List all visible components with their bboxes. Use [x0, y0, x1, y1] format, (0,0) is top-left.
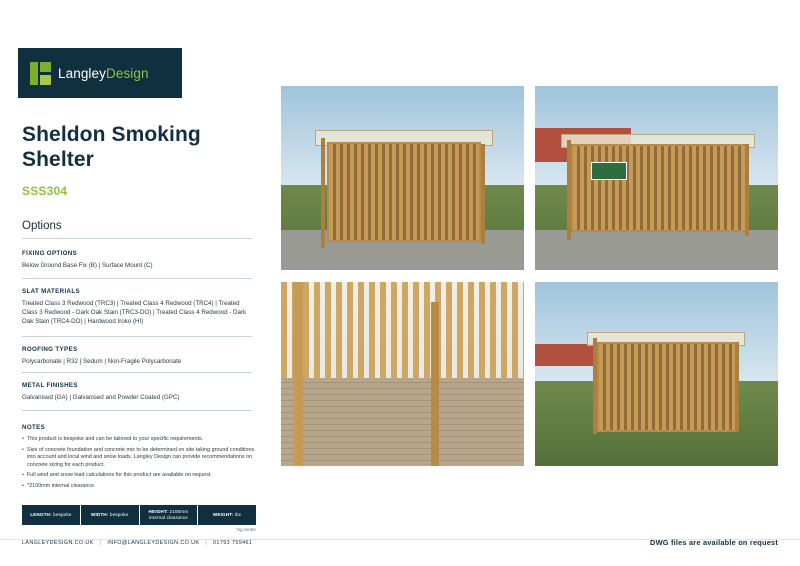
brand-name-part1: Langley — [58, 65, 106, 81]
product-code: SSS304 — [22, 184, 68, 198]
brand-name-part2: Design — [106, 65, 149, 81]
photo-shelter-grass — [535, 282, 778, 466]
spec-cell-length — [22, 505, 81, 525]
footer-separator-2: | — [205, 540, 208, 546]
spec-label-length: LENGTH: — [30, 512, 52, 517]
spec-cell-width — [81, 505, 140, 525]
option-label-roofing: ROOFING TYPES — [22, 346, 78, 353]
note-item: • Size of concrete foundation and concrete mix to be determined on site taking ground conditions into account and local wind and snow loads. Langley Design can provide recommendations on concrete sizing for each product. — [22, 447, 256, 470]
spec-value-width: bespoke — [109, 512, 129, 517]
option-group-roofing — [22, 346, 254, 366]
dwg-cta[interactable]: DWG files are available on request — [650, 538, 778, 547]
photo-shelter-front-left — [281, 86, 524, 270]
notes-block — [22, 424, 256, 494]
footer-separator-1: | — [99, 540, 102, 546]
spec-value-length: bespoke — [53, 512, 72, 517]
option-label-slat-materials: SLAT MATERIALS — [22, 288, 80, 295]
option-label-metal-finishes: METAL FINISHES — [22, 382, 78, 389]
product-photo-grid — [281, 86, 778, 490]
spec-label-height: HEIGHT: — [148, 509, 168, 514]
divider-slat-materials — [22, 336, 252, 337]
photo-roof-detail — [281, 282, 524, 466]
note-item: • This product is bespoke and can be tailored to your specific requirements. — [22, 436, 256, 444]
option-group-fixing — [22, 250, 254, 270]
footer-website[interactable]: LANGLEYDESIGN.CO.UK — [22, 540, 94, 546]
photo-shelter-with-sign — [535, 86, 778, 270]
option-label-fixing: FIXING OPTIONS — [22, 250, 78, 257]
footer-phone[interactable]: 01793 759461 — [213, 540, 253, 546]
spec-bar — [22, 505, 256, 525]
divider-metal-finishes — [22, 410, 252, 411]
option-value-slat-materials: Treated Class 3 Redwood (TRC3) | Treated Class 4 Redwood (TRC4) | Treated Class 3 Redwood - Dark Oak Stain (TRC3-DO) | Treated Class 4 Redwood - Dark Oak Stain (TRC4-DO) | Hardwood Iroko (HI) — [22, 300, 247, 325]
spec-cell-height — [140, 505, 199, 525]
note-item: • Full wind and snow load calculations for this product are available on request. — [22, 472, 256, 480]
left-info-column — [0, 0, 268, 566]
divider-options — [22, 238, 252, 239]
spec-label-weight: WEIGHT: — [212, 512, 234, 517]
langley-logo-mark-icon — [30, 62, 51, 85]
spec-cell-weight — [198, 505, 256, 525]
brand-logo — [18, 48, 182, 98]
divider-fixing — [22, 278, 252, 279]
divider-roofing — [22, 372, 252, 373]
option-value-metal-finishes: Galvanised (GA) | Galvanised and Powder Coated (GPC) — [22, 394, 180, 401]
page-title: Sheldon Smoking Shelter — [22, 123, 201, 171]
option-group-metal-finishes — [22, 382, 254, 402]
spec-label-width: WIDTH: — [90, 512, 109, 517]
notes-list — [22, 436, 256, 491]
footer-email[interactable]: INFO@LANGLEYDESIGN.CO.UK — [107, 540, 200, 546]
option-value-roofing: Polycarbonate | R32 | Sedum | Non-Fragile Polycarbonate — [22, 358, 182, 365]
brand-wordmark — [58, 66, 149, 81]
spec-value-height: 2100mm internal clearance — [148, 509, 189, 520]
footer-contact — [22, 540, 252, 546]
notes-title: NOTES — [22, 424, 46, 431]
option-value-fixing: Below Ground Base Fix (B) | Surface Mount (C) — [22, 262, 153, 269]
spec-value-weight: tbc — [234, 512, 242, 517]
note-item: • *2100mm internal clearance — [22, 483, 256, 491]
spec-bar-note: *eg centre — [235, 527, 256, 532]
options-heading: Options — [22, 220, 62, 232]
option-group-slat-materials — [22, 288, 254, 326]
